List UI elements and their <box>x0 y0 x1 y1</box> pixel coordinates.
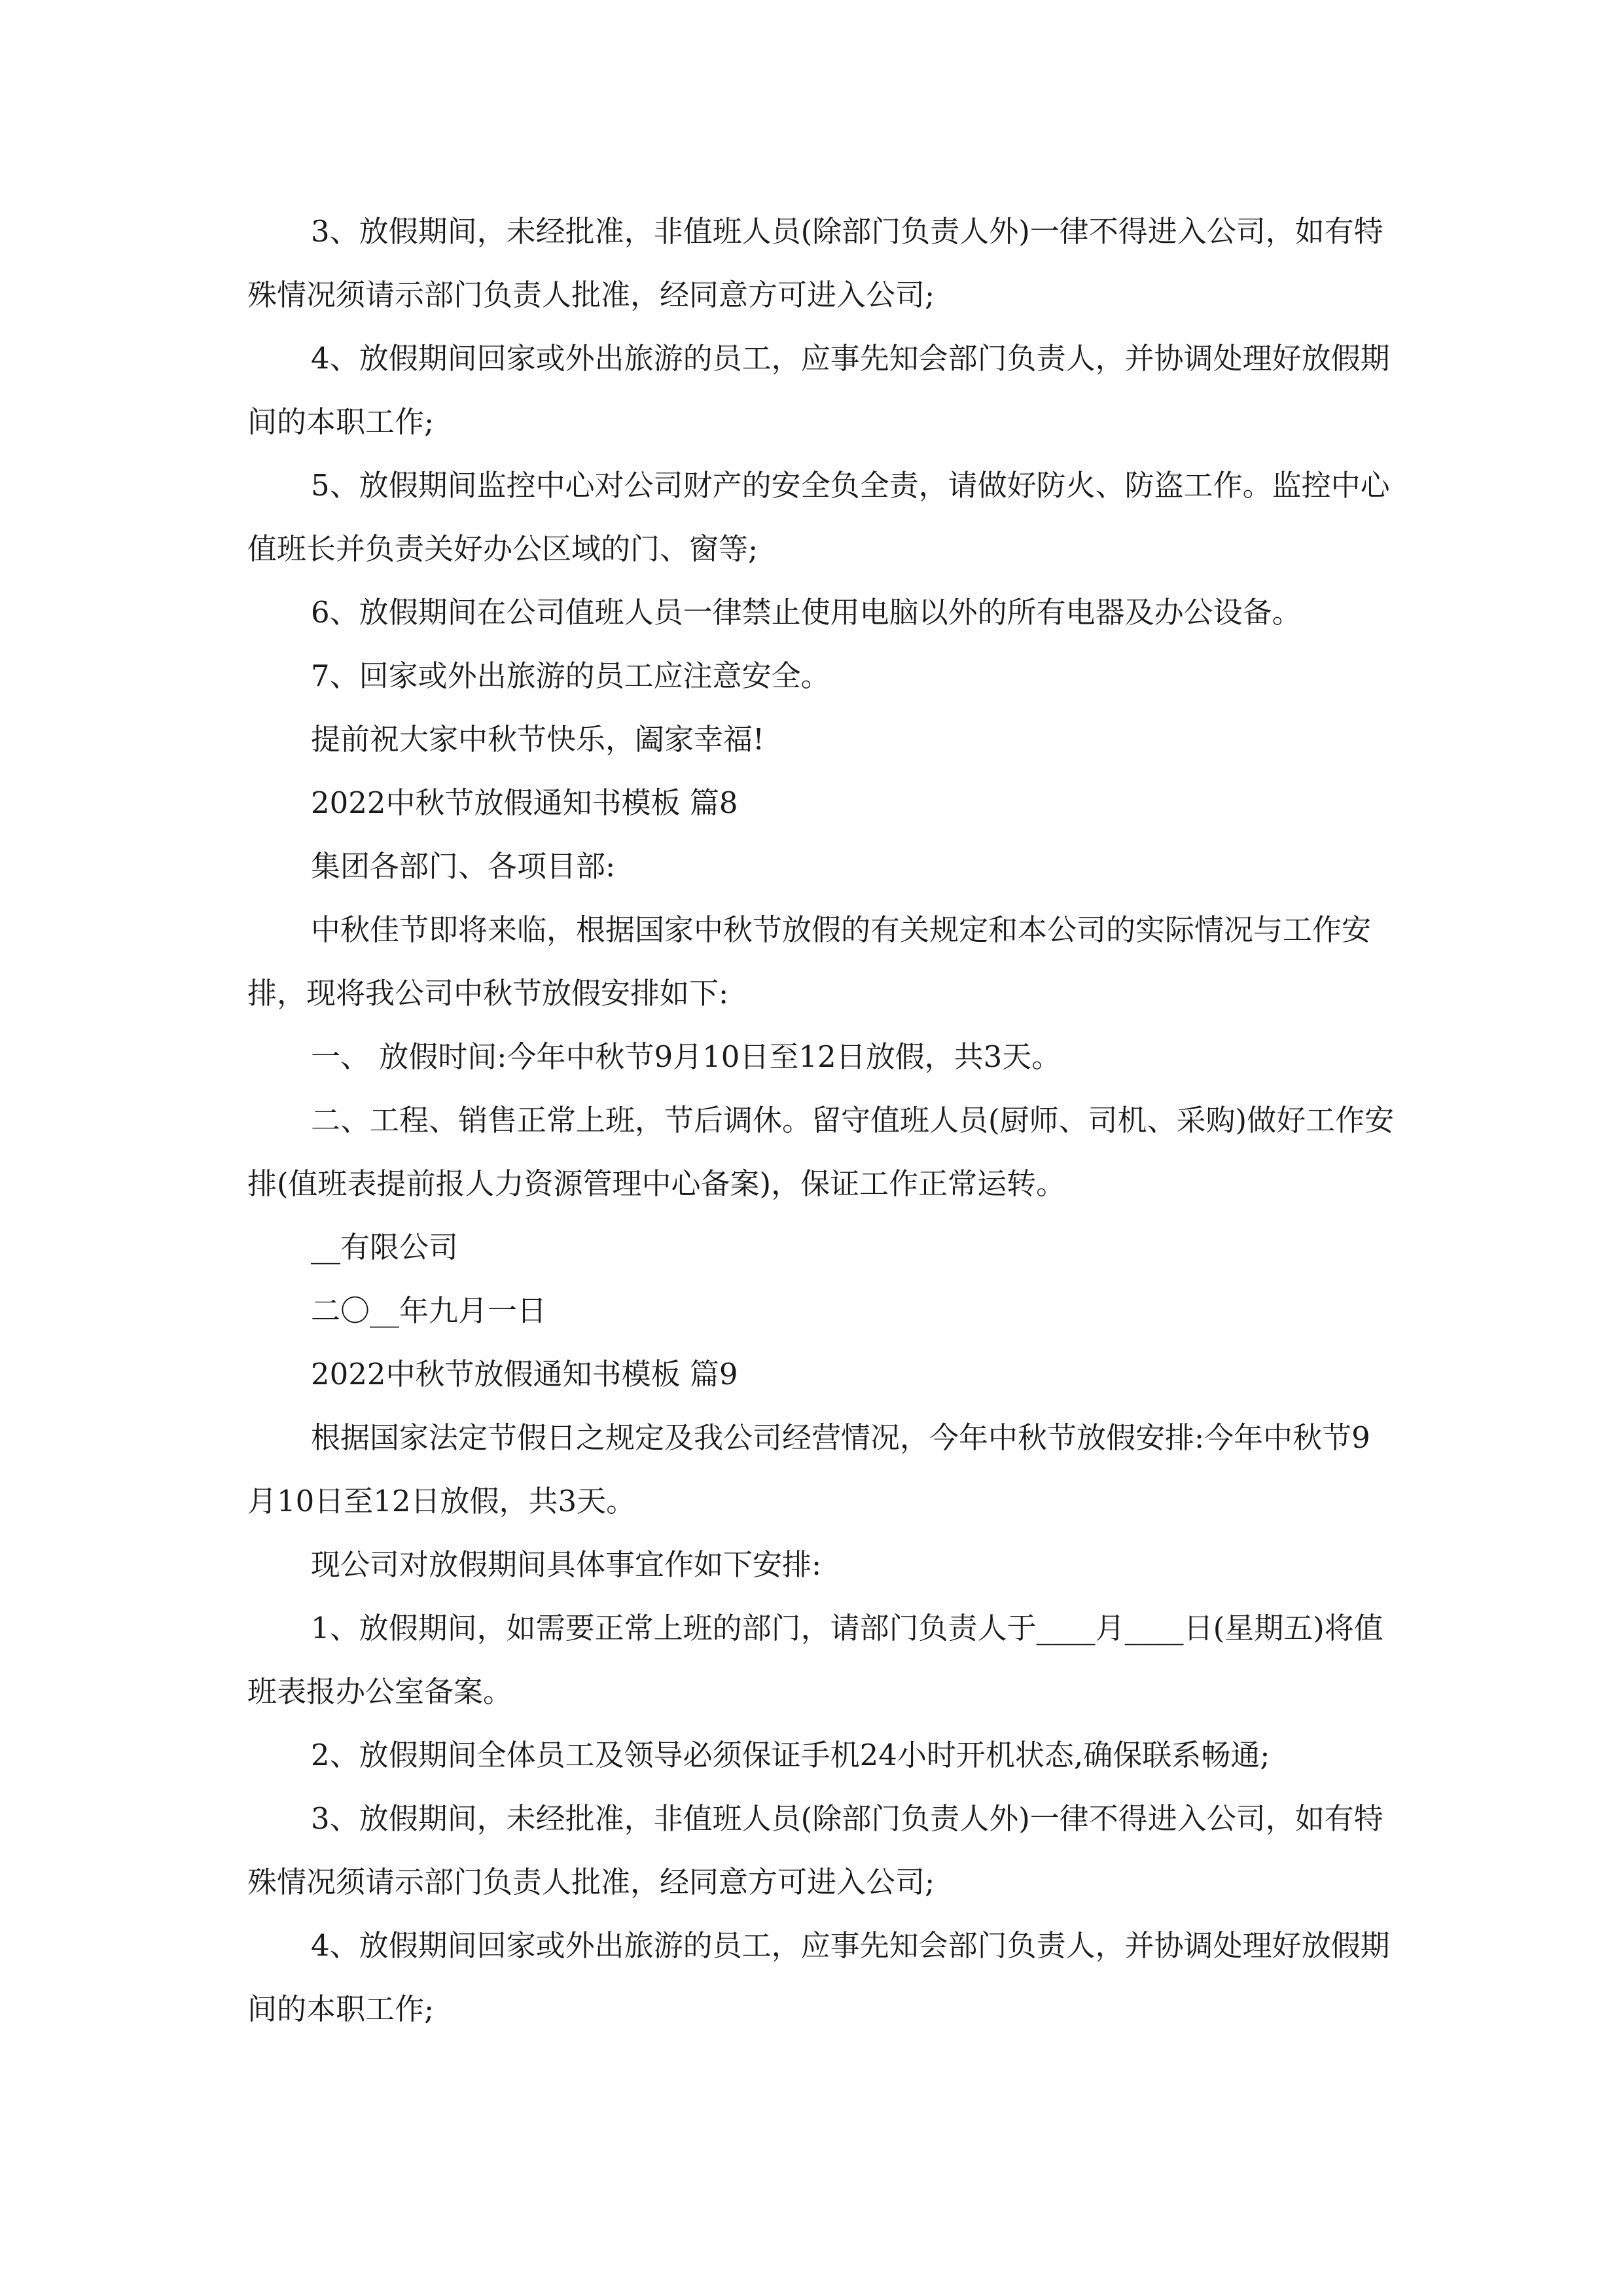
paragraph-item-4: 4、放假期间回家或外出旅游的员工，应事先知会部门负责人，并协调处理好放假期间的本职工作; <box>247 341 1390 439</box>
paragraph-item-3-repeat: 3、放假期间，未经批准，非值班人员(除部门负责人外)一律不得进入公司，如有特殊情况须请示部门负责人批准，经同意方可进入公司; <box>247 1801 1383 1899</box>
holiday-schedule-paragraph: 根据国家法定节假日之规定及我公司经营情况，今年中秋节放假安排:今年中秋节9月10日至12日放假，共3天。 <box>247 1420 1370 1518</box>
paragraph-item-2: 2、放假期间全体员工及领导必须保证手机24小时开机状态,确保联系畅通; <box>311 1738 1270 1772</box>
signature-date: 二〇__年九月一日 <box>311 1293 547 1328</box>
paragraph-item-6: 6、放假期间在公司值班人员一律禁止使用电脑以外的所有电器及办公设备。 <box>311 595 1302 630</box>
paragraph-item-3: 3、放假期间，未经批准，非值班人员(除部门负责人外)一律不得进入公司，如有特殊情况须请示部门负责人批准，经同意方可进入公司; <box>247 214 1383 312</box>
section-heading-9: 2022中秋节放假通知书模板 篇9 <box>311 1357 738 1391</box>
document-body <box>247 200 1399 2041</box>
closing-greeting: 提前祝大家中秋节快乐，阖家幸福! <box>311 722 765 757</box>
paragraph-item-5: 5、放假期间监控中心对公司财产的安全负全责，请做好防火、防盗工作。监控中心值班长并负责关好办公区域的门、窗等; <box>247 468 1390 566</box>
paragraph-item-7: 7、回家或外出旅游的员工应注意安全。 <box>311 658 830 693</box>
paragraph-item-1: 1、放假期间，如需要正常上班的部门，请部门负责人于____月____日(星期五)将值班表报办公室备案。 <box>247 1611 1383 1709</box>
company-signature: __有限公司 <box>311 1230 459 1265</box>
intro-paragraph: 中秋佳节即将来临，根据国家中秋节放假的有关规定和本公司的实际情况与工作安排，现将我公司中秋节放假安排如下: <box>247 912 1372 1011</box>
section-heading-8: 2022中秋节放假通知书模板 篇8 <box>311 785 738 820</box>
holiday-time-item: 一、 放假时间:今年中秋节9月10日至12日放假，共3天。 <box>311 1039 1061 1074</box>
paragraph-item-4-repeat: 4、放假期间回家或外出旅游的员工，应事先知会部门负责人，并协调处理好放假期间的本职工作; <box>247 1928 1390 2026</box>
addressee: 集团各部门、各项目部: <box>311 849 616 884</box>
work-arrangement-item: 二、工程、销售正常上班，节后调休。留守值班人员(厨师、司机、采购)做好工作安排(值班表提前报人力资源管理中心备案)，保证工作正常运转。 <box>247 1103 1395 1201</box>
arrangement-intro: 现公司对放假期间具体事宜作如下安排: <box>311 1547 822 1582</box>
